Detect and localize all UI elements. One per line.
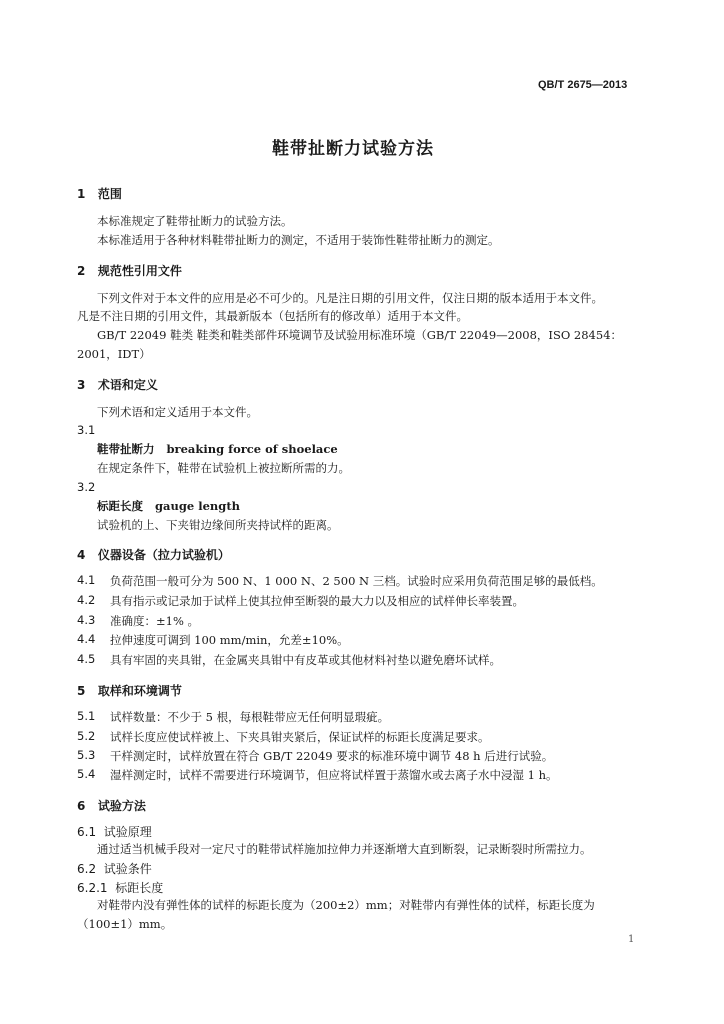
paragraph: 本标准适用于各种材料鞋带扯断力的测定，不适用于装饰性鞋带扯断力的测定。 — [97, 233, 500, 247]
paragraph: 下列文件对于本文件的应用是必不可少的。凡是注日期的引用文件，仅注日期的版本适用于本文件。 — [97, 291, 603, 305]
term-title — [97, 441, 338, 457]
paragraph-continuation: （100±1）mm。 — [77, 917, 173, 931]
section-number: 1 — [77, 187, 86, 201]
subsection-heading — [77, 823, 152, 840]
page-number: 1 — [628, 934, 635, 945]
term-title — [97, 498, 240, 514]
standard-code: QB/T 2675—2013 — [538, 79, 628, 91]
clause-text: 具有牢固的夹具钳，在金属夹具钳中有皮革或其他材料衬垫以避免磨坏试样。 — [110, 653, 501, 667]
section-2-heading — [77, 262, 182, 279]
subsection-heading — [77, 879, 163, 896]
paragraph: 对鞋带内没有弹性体的试样的标距长度为（200±2）mm；对鞋带内有弹性体的试样，标距长度为 — [97, 898, 595, 912]
section-number: 4 — [77, 548, 86, 562]
section-title: 试验方法 — [97, 799, 146, 813]
document-title: 鞋带扯断力试验方法 — [272, 139, 434, 159]
section-6-heading — [77, 797, 146, 814]
section-3-heading — [77, 376, 158, 393]
clause-number: 5.1 — [77, 709, 96, 723]
section-title: 仪器设备（拉力试验机） — [97, 548, 230, 562]
term-chinese: 标距长度 — [97, 499, 143, 513]
subsection-title: 试验条件 — [103, 862, 152, 876]
clause-number: 5.3 — [77, 748, 96, 762]
section-title: 取样和环境调节 — [97, 684, 182, 698]
section-title: 规范性引用文件 — [97, 264, 182, 278]
clause-number: 4.5 — [77, 652, 96, 666]
clause-number: 5.4 — [77, 767, 96, 781]
clause-text: 准确度：±1% 。 — [110, 614, 200, 628]
term-definition: 在规定条件下，鞋带在试验机上被拉断所需的力。 — [97, 461, 350, 475]
paragraph: 本标准规定了鞋带扯断力的试验方法。 — [97, 214, 293, 228]
clause-text: 拉伸速度可调到 100 mm/min，允差±10%。 — [110, 633, 349, 647]
section-5-heading — [77, 682, 182, 699]
clause-text: 具有指示或记录加于试样上使其拉伸至断裂的最大力以及相应的试样伸长率装置。 — [110, 594, 524, 608]
term-english: breaking force of shoelace — [166, 442, 338, 456]
clause-number: 5.2 — [77, 729, 96, 743]
paragraph: 下列术语和定义适用于本文件。 — [97, 405, 258, 419]
section-number: 3 — [77, 378, 86, 392]
clause-text: 湿样测定时，试样不需要进行环境调节，但应将试样置于蒸馏水或去离子水中浸湿 1 h。 — [110, 768, 558, 782]
paragraph-continuation: 凡是不注日期的引用文件，其最新版本（包括所有的修改单）适用于本文件。 — [77, 309, 468, 323]
subsection-title: 标距长度 — [115, 881, 164, 895]
section-title: 术语和定义 — [97, 378, 158, 392]
section-1-heading — [77, 185, 122, 202]
subsection-heading — [77, 860, 152, 877]
term-number: 3.1 — [77, 423, 96, 437]
subsection-number: 6.2 — [77, 862, 97, 876]
term-english: gauge length — [155, 499, 240, 513]
section-4-heading — [77, 546, 230, 563]
clause-number: 4.4 — [77, 632, 96, 646]
clause-number: 4.2 — [77, 593, 96, 607]
subsection-title: 试验原理 — [103, 825, 152, 839]
term-chinese: 鞋带扯断力 — [97, 442, 155, 456]
subsection-number: 6.2.1 — [77, 881, 108, 895]
clause-text: 负荷范围一般可分为 500 N、1 000 N、2 500 N 三档。试验时应采用负荷范围足够的最低档。 — [110, 574, 603, 588]
clause-number: 4.1 — [77, 573, 96, 587]
normative-reference: GB/T 22049 鞋类 鞋类和鞋类部件环境调节及试验用标准环境（GB/T 22049—2008，ISO 28454： — [97, 328, 623, 342]
clause-text: 试样长度应使试样被上、下夹具钳夹紧后，保证试样的标距长度满足要求。 — [110, 730, 490, 744]
term-definition: 试验机的上、下夹钳边缘间所夹持试样的距离。 — [97, 518, 339, 532]
normative-reference-continuation: 2001，IDT） — [77, 347, 151, 361]
clause-number: 4.3 — [77, 613, 96, 627]
clause-text: 试样数量：不少于 5 根，每根鞋带应无任何明显瑕疵。 — [110, 710, 390, 724]
term-number: 3.2 — [77, 480, 96, 494]
clause-text: 干样测定时，试样放置在符合 GB/T 22049 要求的标准环境中调节 48 h 后进行试验。 — [110, 749, 554, 763]
subsection-number: 6.1 — [77, 825, 97, 839]
section-title: 范围 — [97, 187, 122, 201]
section-number: 6 — [77, 799, 86, 813]
section-number: 2 — [77, 264, 86, 278]
paragraph: 通过适当机械手段对一定尺寸的鞋带试样施加拉伸力并逐渐增大直到断裂，记录断裂时所需拉力。 — [97, 842, 592, 856]
section-number: 5 — [77, 684, 86, 698]
